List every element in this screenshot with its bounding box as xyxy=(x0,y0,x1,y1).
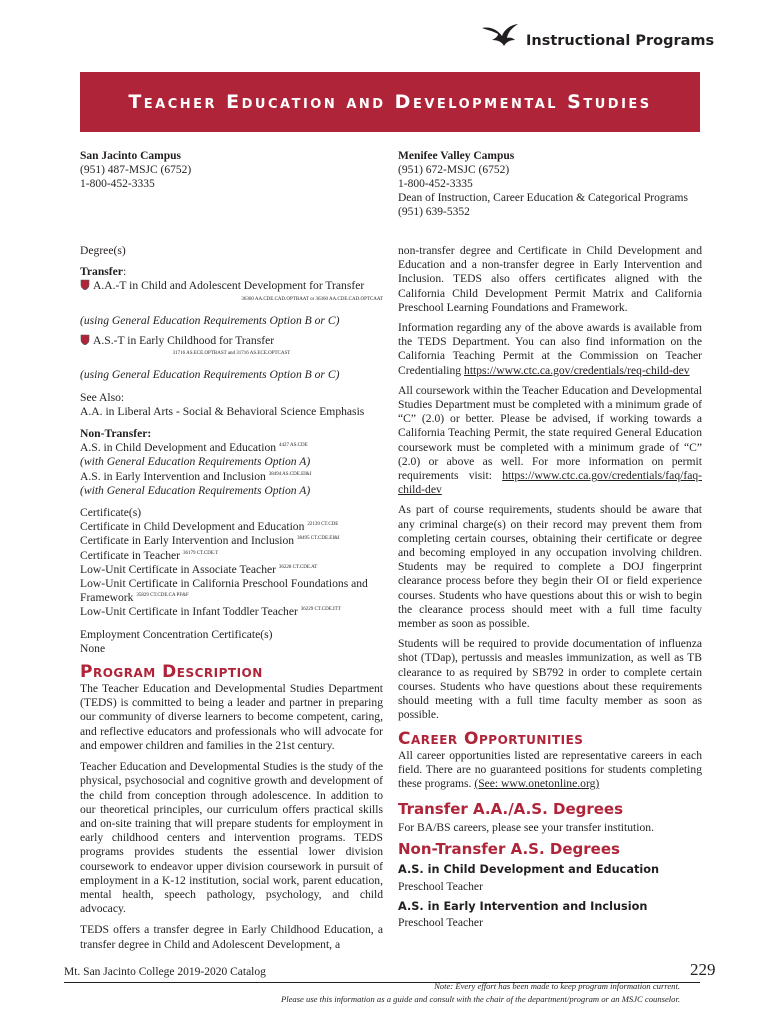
cert-cd: Certificate in Child Development and Education xyxy=(80,520,305,534)
cert-preschool: Low-Unit Certificate in California Preschool Foundations and xyxy=(80,577,368,591)
as-cd-degree: A.S. in Child Development and Education xyxy=(80,441,277,455)
san-jacinto-campus xyxy=(80,149,380,191)
campus-phone: (951) 487-MSJC (6752) xyxy=(80,164,192,176)
as-ei-code: 38494 AS.CDE.EI&I xyxy=(268,471,312,477)
career-paragraph: All career opportunities listed are representative careers in each field. There are no guaranteed positions for students completing these programs. xyxy=(398,748,702,790)
footer-note-line-1: Note: Every effort has been made to keep program information current. xyxy=(434,981,680,991)
dean-title: Dean of Instruction, Career Education & Categorical Programs xyxy=(398,192,688,204)
ctc-faq-link[interactable]: https://www.ctc.ca.gov/credentials/faq/faq-child-dev xyxy=(398,469,702,497)
ast-degree: A.S.-T in Early Childhood for Transfer xyxy=(93,334,275,348)
campus-phone-tollfree: 1-800-452-3335 xyxy=(398,178,473,190)
cert-preschool-cont: Framework xyxy=(80,591,134,605)
right-column xyxy=(398,244,702,930)
ctc-link[interactable]: https://www.ctc.ca.gov/credentials/req-child-dev xyxy=(464,363,690,377)
cert-ei-code: 38495 CT.CDE.EI&I xyxy=(297,536,340,542)
as-cd-subheading: A.S. in Child Development and Education xyxy=(398,863,660,877)
aat-degree: A.A.-T in Child and Adolescent Development for Transfer xyxy=(93,279,365,293)
cert-teacher: Certificate in Teacher xyxy=(80,548,181,562)
right-paragraph-3: All coursework within the Teacher Education and Developmental Studies Department must be completed with a minimum grade of “C” (2.0) or better. Please be advised, if working towards a California Teaching Permit, the state required General Education coursework must be completed with a minimum grade of “C” (2.0) or above as well. For more information on permit requirements visit: xyxy=(398,383,702,483)
menifee-campus xyxy=(398,149,708,219)
cert-associate: Low-Unit Certificate in Associate Teacher xyxy=(80,562,276,576)
cert-ei: Certificate in Early Intervention and Inclusion xyxy=(80,534,295,548)
campus-name: San Jacinto Campus xyxy=(80,150,181,162)
cert-preschool-code: 35829 CT.CDE.CA PF&F xyxy=(136,593,189,599)
right-paragraph-4: As part of course requirements, students should be aware that any criminal charge(s) on their record may prevent them from completing certain courses, obtaining their certificate or degree and becoming employed in any occupation involving children. Students may be required to complete a DOJ fingerprint clearance process before they begin their OI or field experience courses. Students who have questions about this or wish to begin the clearance process should meet with a full time faculty member as soon as possible. xyxy=(398,503,702,631)
cert-teacher-code: 36179 CT.CDE.T xyxy=(182,550,219,556)
nontransfer-label: Non-Transfer: xyxy=(80,427,152,441)
career-heading: Career Opportunities xyxy=(398,728,584,749)
footer-note xyxy=(180,980,680,1006)
degrees-label: Degree(s) xyxy=(80,244,126,257)
cert-infant-code: 36229 CT.CDE.ITT xyxy=(300,607,341,613)
as-cd-ge-note: (with General Education Requirements Option A) xyxy=(80,455,311,469)
cert-cd-code: 22139 CT.CDE xyxy=(307,522,339,528)
program-description-heading: Program Description xyxy=(80,662,263,683)
transfer-label: Transfer xyxy=(80,265,123,279)
as-ei-degree: A.S. in Early Intervention and Inclusion xyxy=(80,469,266,483)
right-paragraph-2: Information regarding any of the above awards is available from the TEDS Department. You can also find information on the California Teaching Permit at the Commission on Teacher Credentialing xyxy=(398,321,702,377)
transfer-shield-icon xyxy=(80,334,90,345)
as-ei-subheading: A.S. in Early Intervention and Inclusion xyxy=(398,899,648,913)
left-column: Degree(s) Transfer: A.A.-T in Child and Adolescent Development for Transfer 36360 AA.CDE.CAD.OPTBAAT or 36360 AA.CDE.CAD.OPTCAAT (using General Education Requirements Option B or C) A.S.-T in Early Childhood for Transfer 31716 AS.ECE.OPTBAST and 31716 AS.ECE.OPTCAST (using General Education Requirements Option B or C) See Also: A.A. in Liberal Arts - Social & Behavioral Science Emphasis Non-Transfer: A.S. in Child Development and Education $^{4427 AS.CDE}$ (with General Education Requirements Option A) A.S. in Early Intervention and Inclusion $^{38494 AS.CDE.EI\&I}$ (with General Education Requirements Option A) Certificate(s) Certificate in Child Development and Education $^{22139 CT.CDE}$ Certificate in Early Intervention and Inclusion $^{38495 CT.CDE.EI\&I}$ Certificate in Teacher $^{36179 CT.CDE.T}$ Low-Unit Certificate in Associate Teacher $^{36228 CT.CDE.AT}$ Low-Unit Certificate in California Preschool Foundations and Framework $^{35829 CT.CDE.CA PF\&F}$ Low-Unit Certificate in Infant Toddler Teacher $^{36229 CT.CDE.ITT}$ Employment Concentration Certificate(s) None Program Description The Teacher Education and Developmental Studies Department (TEDS) is committed to being a leader and partner in preparing our community of diverse learners to become competent, caring, and reflective educators and professionals who will advocate for and empower children and families in the 21st century. Teacher Education and Developmental Studies is the study of the physical, psychosocial and cognitive growth and development of the child from conception through adolescence. In addition to our theoretical principles, our curriculum offers practical skills and on-site training that will prepare students for employment in early childhood centers and intervention programs. TEDS programs provides students the essential lower division coursework to endeavor upper division coursework in pursuit of employment in a K-12 institution, social work, parent education, mental health, speech pathology, psychology, and child advocacy. TEDS offers a transfer degree in Early Childhood Education, a transfer degree in Child and Adolescent Development, a xyxy=(80,244,383,951)
section-title: Instructional Programs xyxy=(526,33,715,49)
ast-ge-note: (using General Education Requirements Option B or C) xyxy=(80,368,340,382)
as-ei-career: Preschool Teacher xyxy=(398,915,483,929)
right-paragraph-1: non-transfer degree and Certificate in Child Development and Education and a non-transfer degree in Early Intervention and Inclusion. TEDS also offers certificates aligned with the California Child Development Permit Matrix and California Preschool Learning Foundations and Framework. xyxy=(398,244,702,314)
see-also-item: A.A. in Liberal Arts - Social & Behavioral Science Emphasis xyxy=(80,404,365,418)
campus-name: Menifee Valley Campus xyxy=(398,150,515,162)
program-paragraph-1: The Teacher Education and Developmental Studies Department (TEDS) is committed to being a leader and partner in preparing our community of diverse learners to become competent, caring, and reflective educators and professionals who will advocate for and empower children and families in the 21st century. xyxy=(80,682,383,752)
campus-phone: (951) 672-MSJC (6752) xyxy=(398,164,510,176)
eagle-logo-icon xyxy=(480,22,520,48)
see-also-label: See Also: xyxy=(80,390,125,404)
employment-none: None xyxy=(80,641,106,655)
catalog-footer: Mt. San Jacinto College 2019-2020 Catalog xyxy=(64,966,266,978)
nontransfer-heading: Non-Transfer A.S. Degrees xyxy=(398,840,620,859)
page-number: 229 xyxy=(690,960,716,979)
as-ei-ge-note: (with General Education Requirements Option A) xyxy=(80,483,311,497)
page-title: Teacher Education and Developmental Studies xyxy=(128,91,652,113)
aat-ge-note: (using General Education Requirements Option B or C) xyxy=(80,313,340,327)
right-paragraph-5: Students will be required to provide documentation of influenza shot (TDap), pertussis and measles immunization, as well as TB clearance to as required by SB792 in order to complete certain courses. Students who have questions about these requirements should meeting with a full time faculty member as soon as possible. xyxy=(398,637,702,722)
ast-code: 31716 AS.ECE.OPTBAST and 31716 AS.ECE.OPTCAST xyxy=(172,351,291,357)
transfer-heading: Transfer A.A./A.S. Degrees xyxy=(398,800,624,819)
footer-note-line-2: Please use this information as a guide and consult with the chair of the department/program or an MSJC counselor. xyxy=(280,994,680,1004)
cert-infant: Low-Unit Certificate in Infant Toddler Teacher xyxy=(80,605,298,619)
transfer-shield-icon xyxy=(80,279,90,290)
as-cd-code: 4427 AS.CDE xyxy=(279,443,308,449)
cert-associate-code: 36228 CT.CDE.AT xyxy=(278,565,318,570)
onet-link[interactable]: (See: www.onetonline.org) xyxy=(474,776,600,790)
certificates-label: Certificate(s) xyxy=(80,506,142,520)
employment-label: Employment Concentration Certificate(s) xyxy=(80,627,273,641)
dean-phone: (951) 639-5352 xyxy=(398,206,470,218)
aat-code: 36360 AA.CDE.CAD.OPTBAAT or 36360 AA.CDE.CAD.OPTCAAT xyxy=(241,296,383,302)
campus-phone-tollfree: 1-800-452-3335 xyxy=(80,178,155,190)
program-paragraph-3: TEDS offers a transfer degree in Early Childhood Education, a transfer degree in Child and Adolescent Development, a xyxy=(80,923,383,951)
transfer-paragraph: For BA/BS careers, please see your transfer institution. xyxy=(398,821,654,835)
as-cd-career: Preschool Teacher xyxy=(398,879,483,893)
program-paragraph-2: Teacher Education and Developmental Studies is the study of the physical, psychosocial and cognitive growth and development of the child from conception through adolescence. In addition to our theoretical principles, our curriculum offers practical skills and on-site training that will prepare students for employment in early childhood centers and intervention programs. TEDS programs provides students the essential lower division coursework to endeavor upper division coursework in pursuit of employment in a K-12 institution, social work, parent education, mental health, speech pathology, psychology, and child advocacy. xyxy=(80,760,383,916)
